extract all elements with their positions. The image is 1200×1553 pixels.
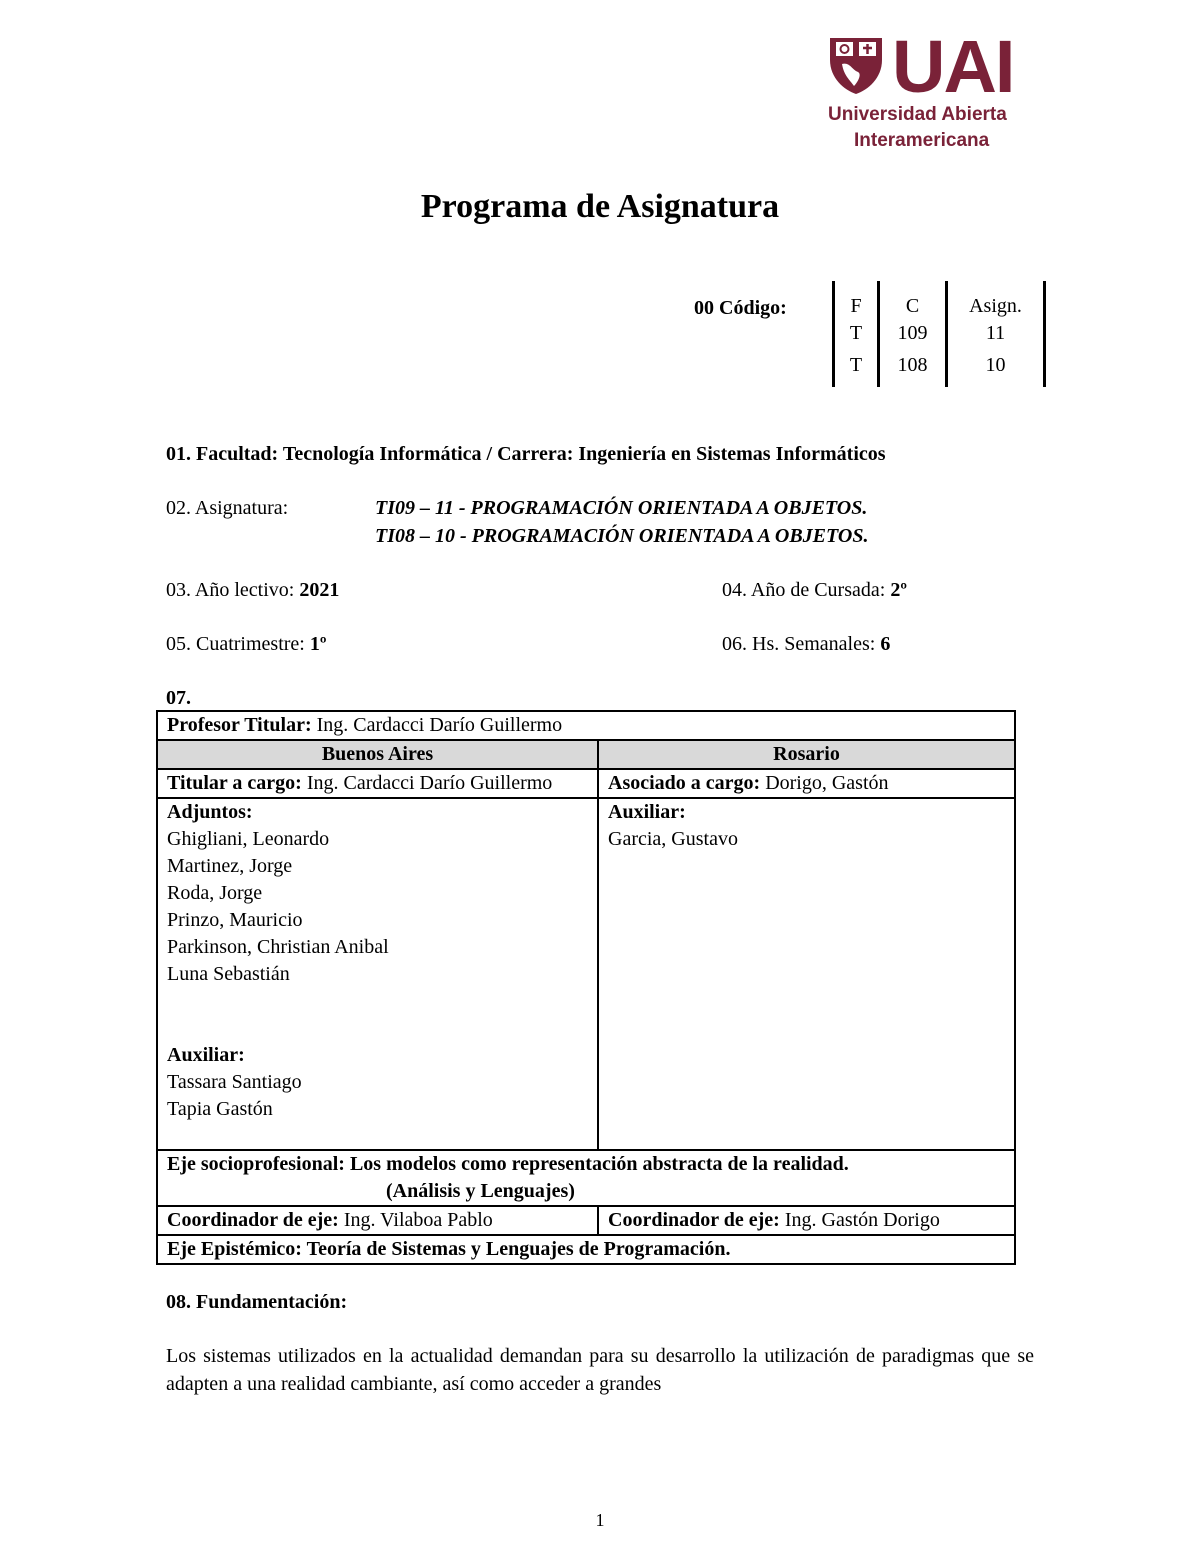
horas-semanales-value: 6 <box>880 633 891 655</box>
facultad-value: Tecnología Informática / Carrera: Ingeniería en Sistemas Informáticos <box>282 443 886 465</box>
titular-label: Titular a cargo: <box>167 772 302 794</box>
codigo-row2-c: 108 <box>897 354 928 376</box>
fundamentacion-text: Los sistemas utilizados en la actualidad demandan para su desarrollo la utilización de paradigmas que se adapten a una realidad cambiante, así como acceder a grandes <box>166 1345 1034 1395</box>
horas-semanales-label: 06. Hs. Semanales: <box>722 633 876 655</box>
asociado-label: Asociado a cargo: <box>608 772 761 794</box>
page-number: 1 <box>595 1510 605 1530</box>
facultad-line <box>166 441 886 467</box>
asignatura-line2: TI08 – 10 - PROGRAMACIÓN ORIENTADA A OBJETOS. <box>375 525 869 547</box>
section-07-label: 07. <box>166 687 191 709</box>
asignatura-label: 02. Asignatura: <box>166 497 289 519</box>
eje-socio-line2: (Análisis y Lenguajes) <box>386 1180 575 1202</box>
adjunto-item: Prinzo, Mauricio <box>167 909 303 931</box>
anio-lectivo-label: 03. Año lectivo: <box>166 579 295 601</box>
auxiliar-ba-label: Auxiliar: <box>167 1044 245 1066</box>
sede-header-row <box>157 740 1015 769</box>
adjuntos-label: Adjuntos: <box>167 801 253 823</box>
asociado-value: Dorigo, Gastón <box>765 772 889 794</box>
eje-socio-cell <box>157 1150 1015 1206</box>
profesor-value: Ing. Cardacci Darío Guillermo <box>316 714 563 736</box>
uai-logo <box>828 25 1043 154</box>
titular-value: Ing. Cardacci Darío Guillermo <box>306 772 553 794</box>
logo-line1: Universidad Abierta <box>828 104 1007 125</box>
coordinador-ba-cell <box>157 1206 598 1235</box>
coordinador-ro-value: Ing. Gastón Dorigo <box>784 1209 940 1231</box>
adjunto-item: Roda, Jorge <box>167 882 263 904</box>
adjunto-item: Ghigliani, Leonardo <box>167 828 330 850</box>
cuatrimestre <box>166 631 326 657</box>
profesor-label: Profesor Titular: <box>167 714 312 736</box>
logo-acronym: UAI <box>892 25 1014 108</box>
profesor-row <box>157 711 1015 740</box>
eje-epistemico-cell: Eje Epistémico: Teoría de Sistemas y Lenguajes de Programación. <box>157 1235 1015 1264</box>
header-rosario: Rosario <box>598 740 1015 769</box>
auxiliar-ro-label: Auxiliar: <box>608 801 686 823</box>
codigo-label: 00 Código: <box>694 297 787 319</box>
codigo-header-f: F <box>850 295 862 317</box>
docentes-rosario-cell <box>598 798 1015 1150</box>
auxiliar-ba-item: Tapia Gastón <box>167 1098 273 1120</box>
coordinador-ro-cell <box>598 1206 1015 1235</box>
anio-cursada-label: 04. Año de Cursada: <box>722 579 886 601</box>
facultad-label: 01. Facultad: <box>166 443 279 465</box>
codigo-row2-f: T <box>849 354 863 376</box>
docentes-row <box>157 798 1015 1150</box>
shield-icon <box>828 36 884 96</box>
coordinador-ba-label: Coordinador de eje: <box>167 1209 339 1231</box>
eje-socio-row <box>157 1150 1015 1206</box>
profesor-cell <box>157 711 1015 740</box>
anio-cursada-value: 2º <box>890 579 907 601</box>
cuatrimestre-value: 1º <box>309 633 327 655</box>
auxiliar-ro-item: Garcia, Gustavo <box>608 828 738 850</box>
auxiliar-ba-item: Tassara Santiago <box>167 1071 302 1093</box>
codigo-header-asign: Asign. <box>969 295 1022 317</box>
codigo-row1-f: T <box>849 322 863 344</box>
adjunto-item: Parkinson, Christian Anibal <box>167 936 389 958</box>
adjunto-item: Martinez, Jorge <box>167 855 293 877</box>
codigo-header-c: C <box>905 295 920 317</box>
cuatrimestre-label: 05. Cuatrimestre: <box>166 633 305 655</box>
codigo-row1-c: 109 <box>897 322 928 344</box>
codigo-row2-asign: 10 <box>985 354 1006 376</box>
asociado-cell <box>598 769 1015 798</box>
codigo-table <box>832 281 1046 387</box>
staff-table <box>156 710 1016 1265</box>
anio-lectivo <box>166 577 339 603</box>
asignatura-line1: TI09 – 11 - PROGRAMACIÓN ORIENTADA A OBJETOS. <box>375 497 868 519</box>
logo-line2: Interamericana <box>854 130 990 151</box>
page-title: Programa de Asignatura <box>420 188 780 225</box>
titular-cell <box>157 769 598 798</box>
fundamentacion-label: 08. Fundamentación: <box>166 1291 348 1313</box>
eje-epistemico-row <box>157 1235 1015 1264</box>
codigo-row1-asign: 11 <box>985 322 1006 344</box>
docentes-ba-cell <box>157 798 598 1150</box>
adjunto-item: Luna Sebastián <box>167 963 290 985</box>
horas-semanales <box>722 631 890 657</box>
coordinador-row <box>157 1206 1015 1235</box>
cargo-row <box>157 769 1015 798</box>
header-buenos-aires: Buenos Aires <box>157 740 598 769</box>
anio-lectivo-value: 2021 <box>299 579 340 601</box>
coordinador-ro-label: Coordinador de eje: <box>608 1209 780 1231</box>
coordinador-ba-value: Ing. Vilaboa Pablo <box>343 1209 493 1231</box>
anio-cursada <box>722 577 907 603</box>
eje-socio-line1: Eje socioprofesional: Los modelos como representación abstracta de la realidad. <box>167 1153 849 1175</box>
